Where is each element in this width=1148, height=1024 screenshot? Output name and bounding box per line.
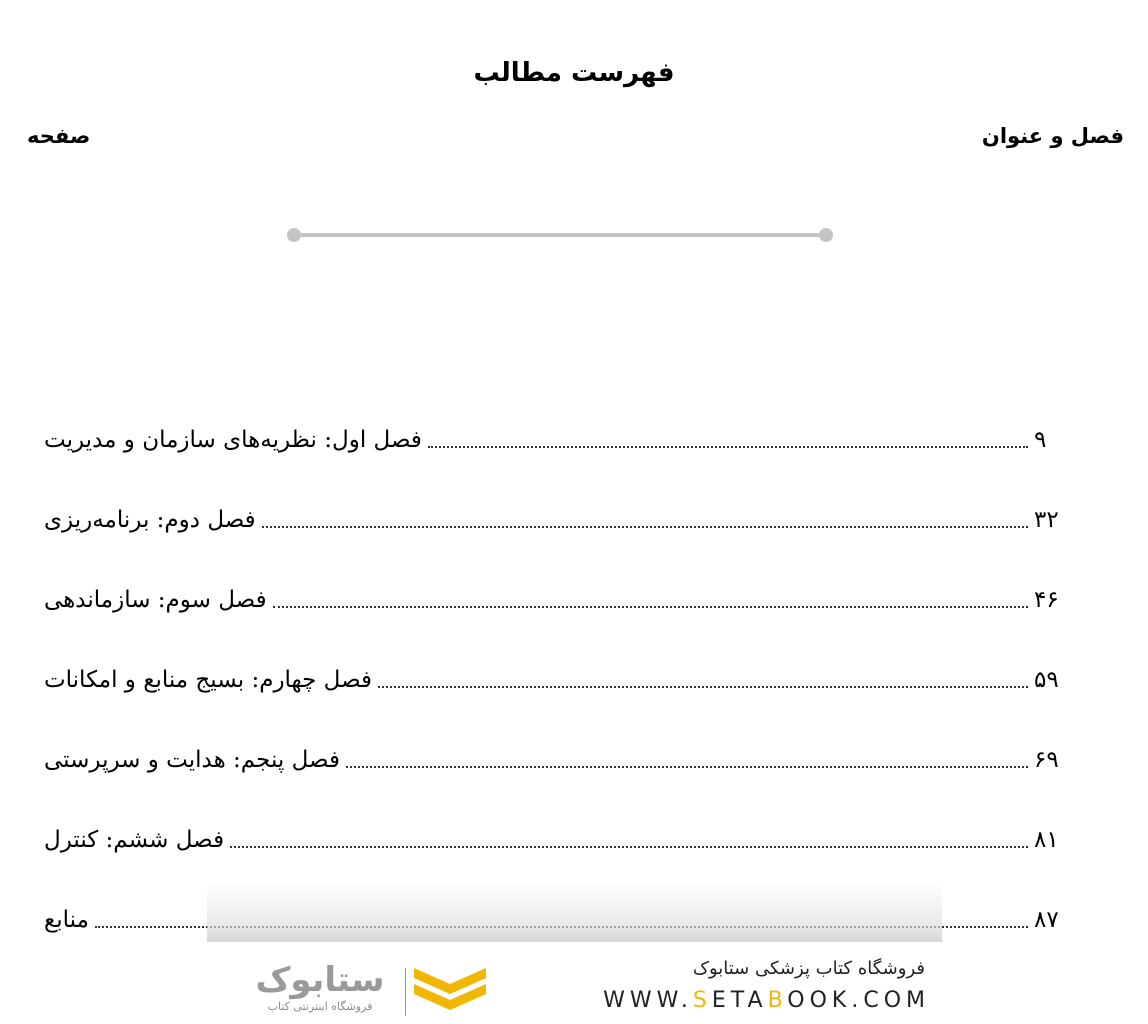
toc-leader-dots (346, 738, 1028, 768)
toc-entry[interactable] (44, 738, 1064, 818)
page-title: فهرست مطالب (473, 58, 675, 88)
toc-entry-title: فصل اول: نظریه‌های سازمان و مدیریت (44, 427, 422, 453)
footer-banner (0, 950, 1148, 1024)
toc-leader-dots (428, 418, 1028, 448)
toc-entry-title: فصل دوم: برنامه‌ریزی (44, 507, 256, 533)
toc-entry-page: ۹ (1034, 427, 1047, 453)
divider-line (293, 233, 827, 237)
shop-name: فروشگاه کتاب پزشکی ستابوک (692, 958, 925, 979)
column-header-chapter: فصل و عنوان (981, 124, 1124, 148)
brand-logo-word: ستابوک (255, 960, 385, 1000)
brand-logo (245, 960, 395, 1020)
toc-entry-page: ۶۹ (1034, 747, 1059, 773)
toc-entry-title: فصل چهارم: بسیج منابع و امکانات (44, 667, 373, 693)
toc-entry-page: ۸۷ (1034, 907, 1059, 933)
toc-leader-dots (378, 658, 1028, 688)
column-header-page: صفحه (27, 124, 91, 148)
bottom-fade-overlay (207, 882, 942, 942)
url-highlight: B (767, 988, 788, 1013)
logo-separator (405, 968, 406, 1016)
toc-leader-dots (273, 578, 1028, 608)
divider-dot-left (287, 228, 301, 242)
book-logo-icon (412, 962, 488, 1014)
toc-entry[interactable] (44, 658, 1064, 738)
toc-entry-page: ۸۱ (1034, 827, 1059, 853)
toc-entry-title: فصل ششم: کنترل (44, 827, 225, 853)
brand-logo-subtitle: فروشگاه اینترنتی کتاب (267, 1000, 373, 1013)
toc-entry-title: فصل پنجم: هدایت و سرپرستی (44, 747, 340, 773)
url-part: WWW. (603, 988, 693, 1013)
toc-entry[interactable] (44, 418, 1064, 498)
toc-entry-page: ۴۶ (1034, 587, 1059, 613)
toc-entry-page: ۵۹ (1034, 667, 1059, 693)
toc-entry-page: ۳۲ (1034, 507, 1059, 533)
url-part: ETA (711, 988, 768, 1013)
divider-dot-right (819, 228, 833, 242)
toc-entry[interactable] (44, 498, 1064, 578)
url-highlight: S (692, 988, 712, 1013)
decorative-divider (287, 228, 833, 242)
toc-entry-title: منابع (44, 907, 89, 933)
toc-leader-dots (230, 818, 1028, 848)
toc-leader-dots (262, 498, 1028, 528)
toc-entry[interactable] (44, 578, 1064, 658)
shop-url[interactable] (585, 988, 930, 1013)
url-part: OOK.COM (787, 988, 930, 1013)
toc-entry-title: فصل سوم: سازماندهی (44, 587, 267, 613)
